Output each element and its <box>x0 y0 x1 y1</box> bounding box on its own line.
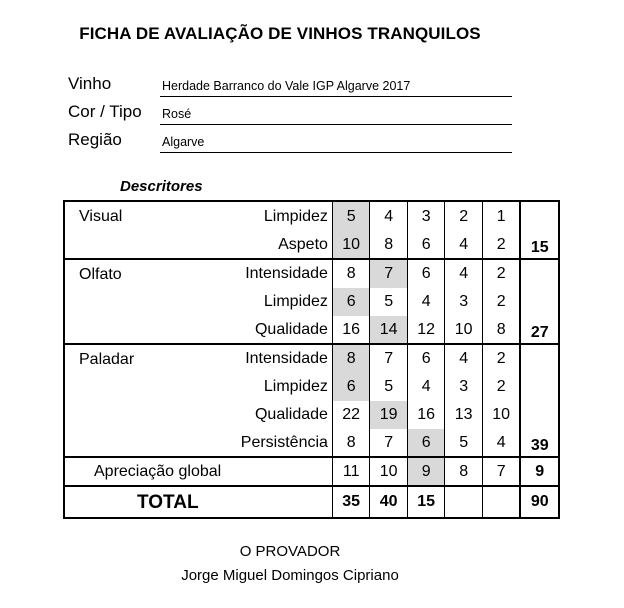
score-cell: 10 <box>332 232 370 259</box>
score-cell: 11 <box>332 457 370 486</box>
total-cell: 35 <box>332 486 370 518</box>
total-cell: 40 <box>370 486 408 518</box>
score-cell: 3 <box>445 373 483 401</box>
color-type-label: Cor / Tipo <box>68 102 142 121</box>
score-cell: 9 <box>407 457 445 486</box>
score-cell: 16 <box>332 316 370 344</box>
score-cell: 2 <box>482 232 520 259</box>
score-cell: 2 <box>482 344 520 373</box>
score-cell: 2 <box>482 373 520 401</box>
score-cell: 3 <box>445 288 483 316</box>
score-cell: 8 <box>332 259 370 288</box>
score-cell: 12 <box>407 316 445 344</box>
total-cell <box>445 486 483 518</box>
score-cell: 4 <box>407 373 445 401</box>
score-cell: 6 <box>407 259 445 288</box>
score-cell: 5 <box>445 429 483 457</box>
score-cell: 13 <box>445 401 483 429</box>
score-cell: 4 <box>445 232 483 259</box>
table-row <box>64 259 559 288</box>
paladar-label: Paladar <box>64 344 161 457</box>
score-cell: 7 <box>370 259 408 288</box>
score-cell: 10 <box>370 457 408 486</box>
score-table <box>63 200 560 519</box>
row-label: Qualidade <box>254 406 328 423</box>
global-appreciation-total: 9 <box>520 457 559 486</box>
score-cell: 5 <box>370 288 408 316</box>
score-cell: 8 <box>332 344 370 373</box>
row-label: Limpidez <box>263 378 328 395</box>
row-label: Persistência <box>240 433 328 451</box>
total-cell: 15 <box>407 486 445 518</box>
score-cell: 7 <box>482 457 520 486</box>
total-label: TOTAL <box>64 486 332 518</box>
row-label: Intensidade <box>161 344 332 373</box>
score-cell: 10 <box>482 401 520 429</box>
score-cell: 5 <box>332 201 370 232</box>
score-cell: 19 <box>370 401 408 429</box>
score-cell: 8 <box>332 429 370 457</box>
color-type-underline <box>160 124 512 125</box>
wine-label: Vinho <box>68 74 112 93</box>
total-cell <box>482 486 520 518</box>
score-cell: 14 <box>370 316 408 344</box>
score-cell: 4 <box>482 429 520 457</box>
score-cell: 8 <box>445 457 483 486</box>
taster-role: O PROVADOR <box>239 543 341 560</box>
score-cell: 2 <box>445 201 483 232</box>
score-cell: 4 <box>445 344 483 373</box>
score-cell: 4 <box>370 201 408 232</box>
olfato-total: 27 <box>520 259 559 344</box>
score-cell: 10 <box>445 316 483 344</box>
score-cell: 6 <box>407 429 445 457</box>
wine-underline <box>160 96 512 97</box>
score-cell: 6 <box>407 232 445 259</box>
visual-label: Visual <box>64 201 161 259</box>
score-cell: 1 <box>482 201 520 232</box>
score-cell: 6 <box>407 344 445 373</box>
region-label: Região <box>68 130 122 149</box>
row-label: Intensidade <box>161 259 332 288</box>
color-type-value: Rosé <box>162 107 192 121</box>
score-cell: 6 <box>332 373 370 401</box>
score-cell: 8 <box>482 316 520 344</box>
table-row <box>64 486 559 518</box>
score-cell: 2 <box>482 259 520 288</box>
grand-total: 90 <box>520 486 559 518</box>
score-cell: 5 <box>370 373 408 401</box>
score-cell: 3 <box>407 201 445 232</box>
descriptors-heading: Descritores <box>120 178 203 195</box>
score-cell: 2 <box>482 288 520 316</box>
row-label: Qualidade <box>254 320 328 338</box>
score-cell: 4 <box>407 288 445 316</box>
score-cell: 4 <box>445 259 483 288</box>
visual-total: 15 <box>520 201 559 259</box>
global-appreciation-label: Apreciação global <box>64 457 332 486</box>
score-cell: 16 <box>407 401 445 429</box>
region-underline <box>160 152 512 153</box>
region-value: Algarve <box>162 135 205 149</box>
table-row <box>64 344 559 373</box>
row-label: Aspeto <box>278 236 328 253</box>
table-row <box>64 201 559 232</box>
wine-value: Herdade Barranco do Vale IGP Algarve 2017 <box>162 79 411 93</box>
form-title: FICHA DE AVALIAÇÃO DE VINHOS TRANQUILOS <box>79 24 481 43</box>
taster-name: Jorge Miguel Domingos Cipriano <box>181 567 399 584</box>
row-label: Limpidez <box>161 201 332 232</box>
score-cell: 6 <box>332 288 370 316</box>
row-label: Limpidez <box>263 293 328 310</box>
score-cell: 8 <box>370 232 408 259</box>
paladar-total: 39 <box>520 344 559 457</box>
score-cell: 7 <box>370 429 408 457</box>
score-cell: 7 <box>370 344 408 373</box>
table-row <box>64 457 559 486</box>
olfato-label: Olfato <box>64 259 161 344</box>
score-cell: 22 <box>332 401 370 429</box>
